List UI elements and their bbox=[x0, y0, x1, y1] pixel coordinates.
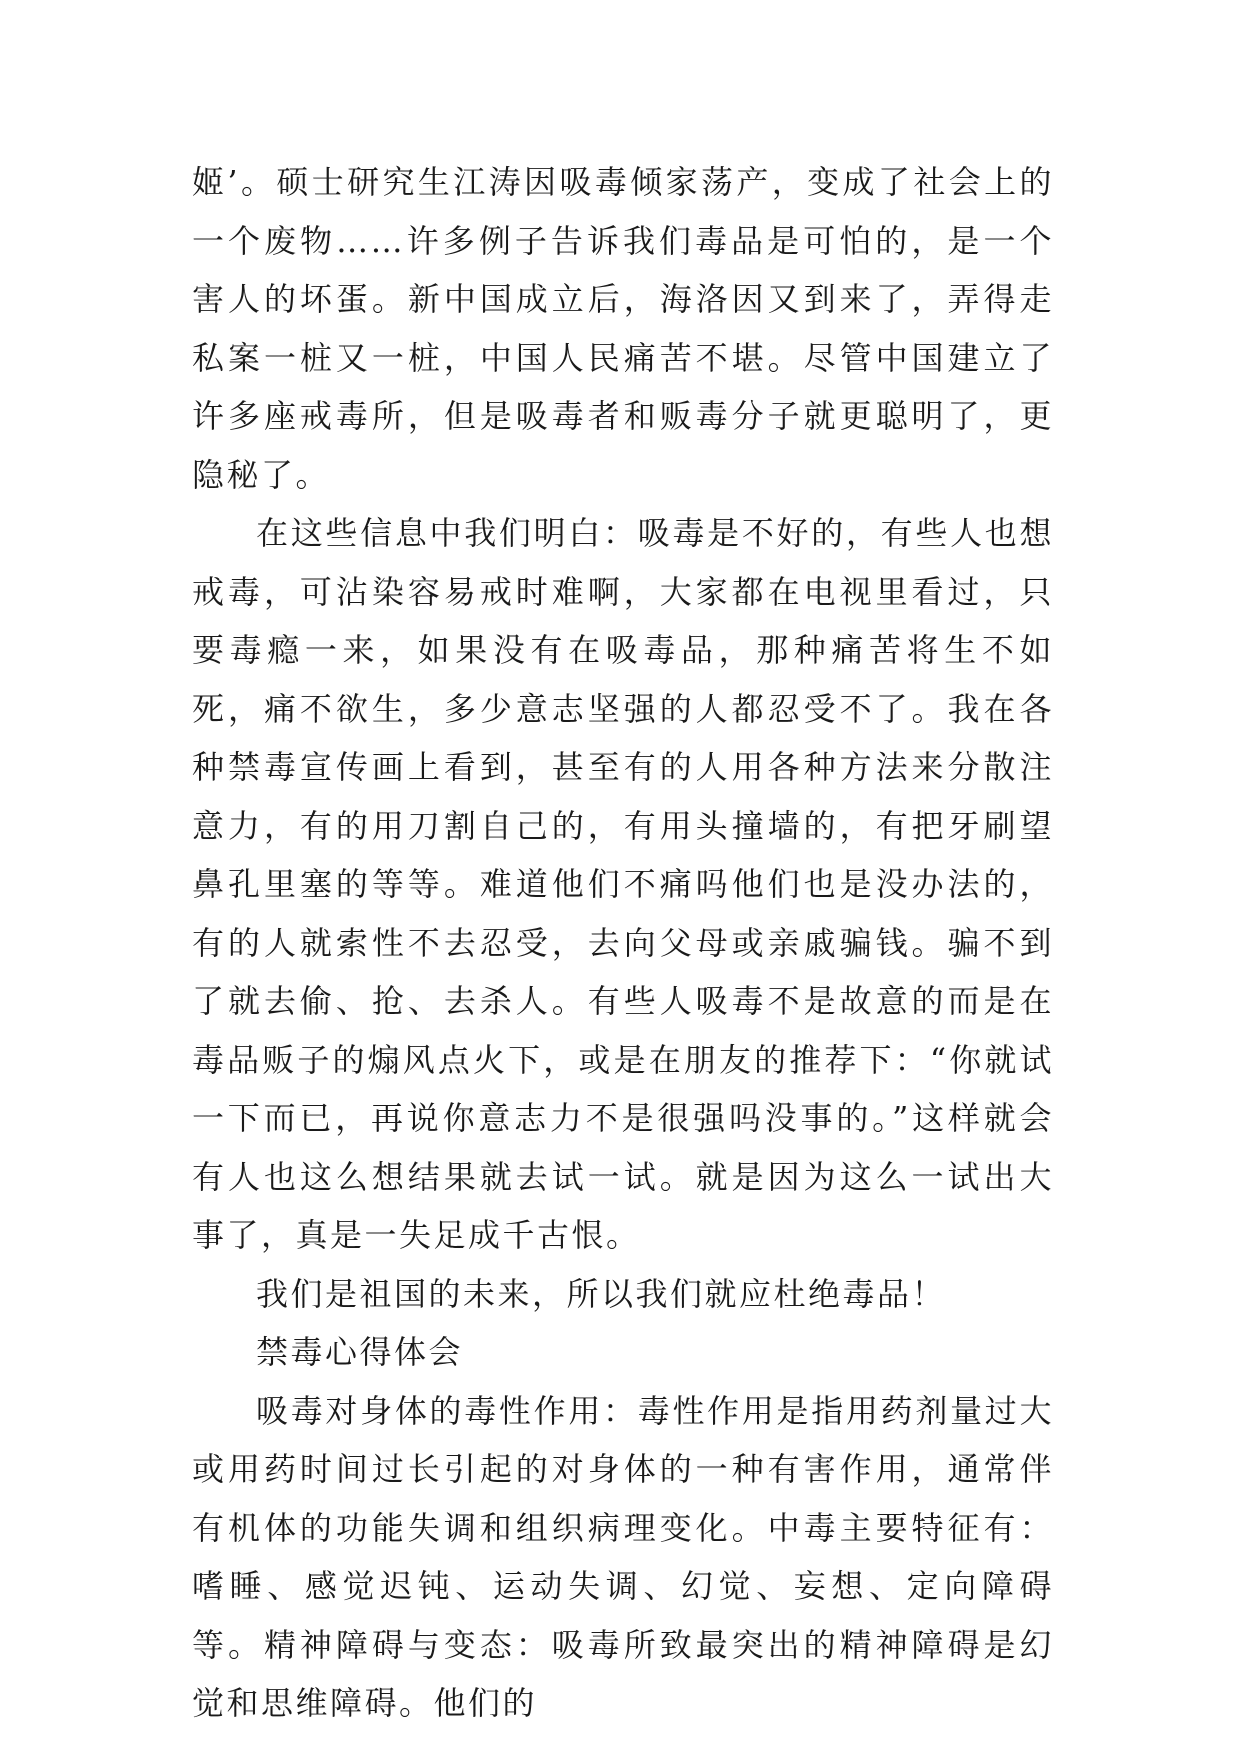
paragraph-drug-addiction-effects: 在这些信息中我们明白：吸毒是不好的，有些人也想戒毒，可沾染容易戒时难啊，大家都在电视里看过，只要毒瘾一来，如果没有在吸毒品，那种痛苦将生不如死，痛不欲生，多少意志坚强的人都忍受不了。我在各种禁毒宣传画上看到，甚至有的人用各种方法来分散注意力，有的用刀割自己的，有用头撞墙的，有把牙刷望鼻孔里塞的等等。难道他们不痛吗他们也是没办法的，有的人就索性不去忍受，去向父母或亲戚骗钱。骗不到了就去偷、抢、去杀人。有些人吸毒不是故意的而是在毒品贩子的煽风点火下，或是在朋友的推荐下：“你就试一下而已，再说你意志力不是很强吗没事的。”这样就会有人也这么想结果就去试一试。就是因为这么一试出大事了，真是一失足成千古恨。 bbox=[192, 514, 1054, 1254]
document-body bbox=[192, 153, 1054, 1733]
paragraph-conclusion: 我们是祖国的未来，所以我们就应杜绝毒品！ bbox=[256, 1274, 947, 1313]
section-heading: 禁毒心得体会 bbox=[256, 1333, 464, 1371]
paragraph-toxic-effects: 吸毒对身体的毒性作用：毒性作用是指用药剂量过大或用药时间过长引起的对身体的一种有害作用，通常伴有机体的功能失调和组织病理变化。中毒主要特征有：嗜睡、感觉迟钝、运动失调、幻觉、妄想、定向障碍等。精神障碍与变态：吸毒所致最突出的精神障碍是幻觉和思维障碍。他们的 bbox=[192, 1391, 1054, 1722]
paragraph-continuation: 姬’。硕士研究生江涛因吸毒倾家荡产，变成了社会上的一个废物……许多例子告诉我们毒品是可怕的，是一个害人的坏蛋。新中国成立后，海洛因又到来了，弄得走私案一桩又一桩，中国人民痛苦不堪。尽管中国建立了许多座戒毒所，但是吸毒者和贩毒分子就更聪明了，更隐秘了。 bbox=[192, 163, 1054, 494]
